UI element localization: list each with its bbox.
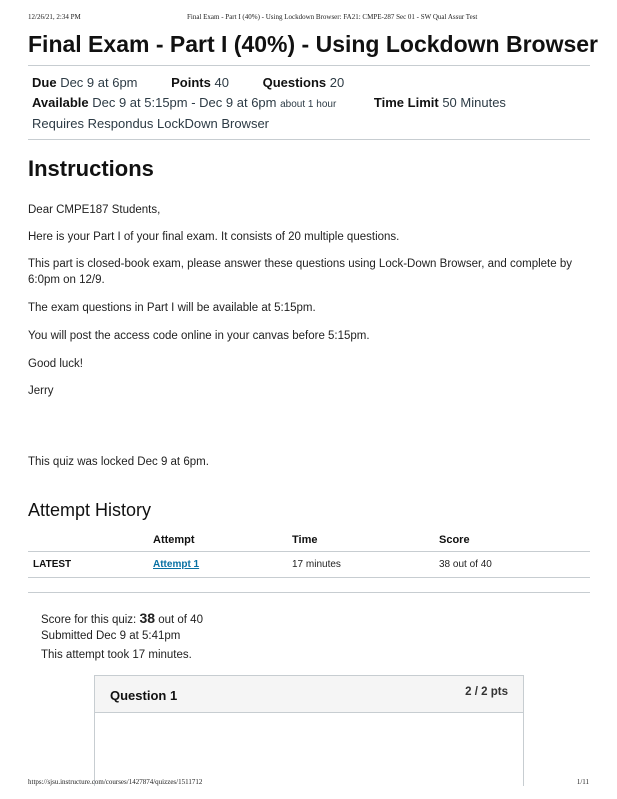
table-row: [28, 552, 590, 578]
question-title: Question 1: [110, 688, 178, 703]
lockdown-requirement: Requires Respondus LockDown Browser: [32, 116, 270, 131]
divider: [28, 139, 590, 140]
quiz-meta-row-2: [32, 95, 506, 110]
instruction-signature: Jerry: [28, 385, 54, 397]
available-duration: about 1 hour: [280, 99, 337, 110]
time-limit-label: Time Limit: [373, 95, 439, 110]
questions-label: Questions: [262, 75, 327, 90]
print-datetime: 12/26/21, 2:34 PM: [28, 13, 81, 21]
print-url: https://sjsu.instructure.com/courses/1427874/quizzes/1511712: [28, 778, 203, 786]
instruction-paragraph: Good luck!: [28, 358, 83, 370]
time-cell: 17 minutes: [287, 552, 434, 578]
quiz-score: [41, 610, 203, 626]
instruction-paragraph: You will post the access code online in your canvas before 5:15pm.: [28, 330, 370, 342]
instructions-heading: Instructions: [28, 156, 154, 181]
available-value: Dec 9 at 5:15pm - Dec 9 at 6pm: [92, 95, 277, 110]
score-value: 38: [139, 610, 156, 626]
divider: [28, 592, 590, 593]
submitted-time: Submitted Dec 9 at 5:41pm: [41, 630, 181, 642]
time-limit-value: 50 Minutes: [442, 95, 506, 110]
question-card: [94, 675, 524, 786]
attempt-1-link[interactable]: Attempt 1: [153, 559, 200, 570]
print-doc-title: Final Exam - Part I (40%) - Using Lockdown Browser: FA21: CMPE-287 Sec 01 - SW Qual Assur Test: [187, 13, 478, 21]
instruction-paragraph: Here is your Part I of your final exam. It consists of 20 multiple questions.: [28, 231, 400, 243]
column-header: [28, 528, 148, 552]
page-title: Final Exam - Part I (40%) - Using Lockdown Browser: [28, 31, 599, 57]
instruction-paragraph: Dear CMPE187 Students,: [28, 204, 161, 216]
column-header-score: Score: [434, 528, 590, 552]
score-cell: 38 out of 40: [434, 552, 590, 578]
attempt-history-heading: Attempt History: [28, 500, 152, 520]
instruction-paragraph: The exam questions in Part I will be available at 5:15pm.: [28, 302, 316, 314]
quiz-locked-notice: This quiz was locked Dec 9 at 6pm.: [28, 456, 209, 468]
question-points: 2 / 2 pts: [465, 686, 508, 698]
attempt-cell: [148, 552, 287, 578]
quiz-meta-row-1: [32, 75, 344, 90]
print-page-number: 1/11: [576, 778, 589, 786]
attempt-duration: This attempt took 17 minutes.: [41, 649, 192, 661]
column-header-attempt: Attempt: [148, 528, 287, 552]
column-header-time: Time: [287, 528, 434, 552]
table-header-row: [28, 528, 590, 552]
latest-label: LATEST: [28, 552, 148, 578]
due-value: Dec 9 at 6pm: [60, 75, 138, 90]
score-prefix: Score for this quiz:: [41, 614, 140, 626]
due-label: Due: [32, 75, 57, 90]
instruction-paragraph: This part is closed-book exam, please answer these questions using Lock-Down Browser, and complete by 6:0pm on 12/9.: [28, 258, 572, 286]
points-label: Points: [171, 75, 211, 90]
questions-value: 20: [329, 75, 345, 90]
score-suffix: out of 40: [155, 614, 203, 626]
attempt-history-table: [28, 528, 590, 578]
points-value: 40: [214, 75, 229, 90]
available-label: Available: [32, 95, 89, 110]
question-header: [95, 676, 523, 713]
divider: [28, 65, 590, 66]
